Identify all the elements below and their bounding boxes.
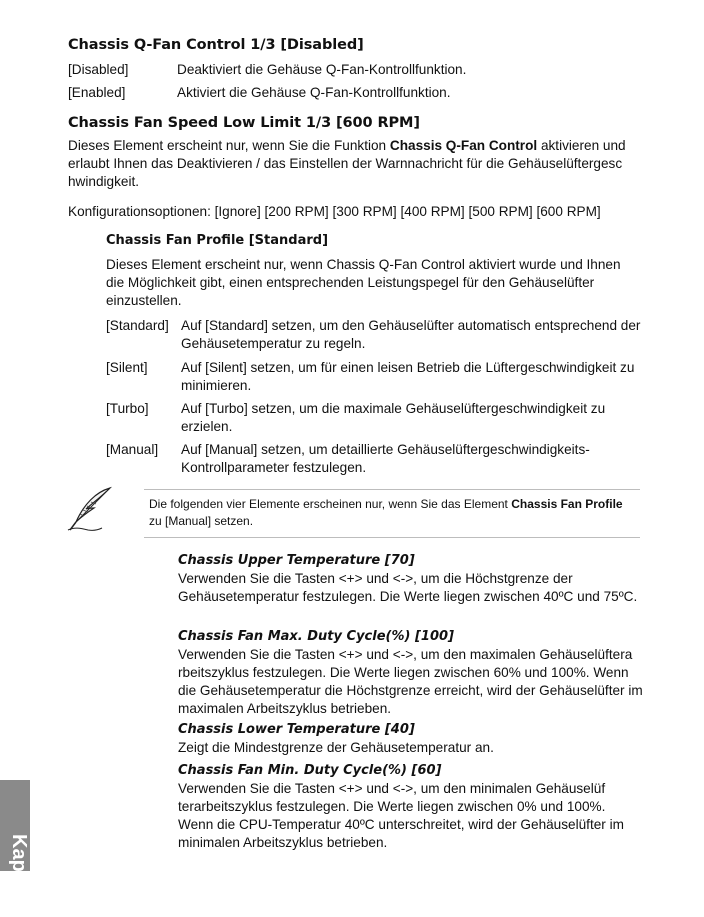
item-desc: Zeigt die Mindestgrenze der Gehäusetemperatur an. <box>178 740 494 755</box>
option-row <box>106 359 646 395</box>
item-title: Chassis Fan Min. Duty Cycle(%) [60] <box>178 763 442 778</box>
note-text-part: zu [Manual] setzen. <box>149 514 254 528</box>
feather-pen-icon <box>66 486 114 534</box>
option-row <box>68 84 668 102</box>
section-title-qfan-control: Chassis Q-Fan Control 1/3 [Disabled] <box>68 37 364 53</box>
option-key: [Standard] <box>106 318 169 333</box>
option-row <box>106 400 646 436</box>
option-key: [Enabled] <box>68 85 126 100</box>
option-desc: Deaktiviert die Gehäuse Q-Fan-Kontrollfunktion. <box>177 62 467 77</box>
note-text <box>149 496 635 530</box>
item-desc: Verwenden Sie die Tasten <+> und <->, um die Höchstgrenze der Gehäusetemperatur festzulegen. Die Werte liegen zwischen 40ºC und 75ºC. <box>178 571 638 604</box>
option-row <box>106 441 646 477</box>
option-desc: Auf [Turbo] setzen, um die maximale Gehäuselüftergeschwindigkeit zu erzielen. <box>181 401 606 434</box>
option-desc: Aktiviert die Gehäuse Q-Fan-Kontrollfunktion. <box>177 85 451 100</box>
option-key: [Manual] <box>106 442 159 457</box>
config-options: Konfigurationsoptionen: [Ignore] [200 RPM] [300 RPM] [400 RPM] [500 RPM] [600 RPM] <box>68 204 601 219</box>
note-bold-text: Chassis Fan Profile <box>511 497 623 511</box>
option-desc: Auf [Manual] setzen, um detaillierte Gehäuselüftergeschwindigkeits-Kontrollparameter festzulegen. <box>181 442 590 475</box>
item-desc: Verwenden Sie die Tasten <+> und <->, um den minimalen Gehäuselüf terarbeitszyklus festzulegen. Die Werte liegen zwischen 0% und 100%. Wenn die CPU-Temperatur 40ºC unterschreitet, wird der Gehäuselüfter im minimalen Arbeitszyklus betrieben. <box>178 781 624 850</box>
section-intro <box>68 137 642 191</box>
section-intro: Dieses Element erscheint nur, wenn Chassis Q-Fan Control aktiviert wurde und Ihnen die Möglichkeit gibt, einen entsprechenden Leistungspegel für den Gehäuselüfter einzustellen. <box>106 257 621 308</box>
item-desc: Verwenden Sie die Tasten <+> und <->, um den maximalen Gehäuselüftera rbeitszyklus festzulegen. Die Werte liegen zwischen 60% und 100%. Wenn die Gehäusetemperatur die Höchstgrenze erreicht, wird der Gehäuselüfter im maximalen Arbeitszyklus betrieben. <box>178 647 643 716</box>
section-title-fan-profile: Chassis Fan Profile [Standard] <box>106 233 329 248</box>
option-desc: Auf [Silent] setzen, um für einen leisen Betrieb die Lüftergeschwindigkeit zu minimieren. <box>181 360 635 393</box>
note-text-part: Die folgenden vier Elemente erscheinen nur, wenn Sie das Element <box>149 497 512 511</box>
item-title: Chassis Lower Temperature [40] <box>178 722 415 737</box>
intro-text: aktivieren und erlaubt Ihnen das Deaktivieren / das Einstellen der Warnnachricht für die Gehäuselüftergesc hwindigkeit. <box>68 138 626 189</box>
option-key: [Turbo] <box>106 401 149 416</box>
note-box <box>144 489 640 538</box>
option-row <box>68 61 668 79</box>
section-title-fan-speed-low-limit: Chassis Fan Speed Low Limit 1/3 [600 RPM] <box>68 115 420 131</box>
chapter-side-tab <box>0 780 30 917</box>
intro-bold-text: Chassis Q-Fan Control <box>389 138 538 153</box>
option-key: [Silent] <box>106 360 148 375</box>
option-key: [Disabled] <box>68 62 129 77</box>
option-desc: Auf [Standard] setzen, um den Gehäuselüfter automatisch entsprechend der Gehäusetemperatur zu regeln. <box>181 318 641 351</box>
chapter-tab-label: Kapitel 2 <box>8 834 30 917</box>
intro-text: Dieses Element erscheint nur, wenn Sie die Funktion <box>68 138 390 153</box>
option-row <box>106 317 646 353</box>
item-title: Chassis Fan Max. Duty Cycle(%) [100] <box>178 629 454 644</box>
item-title: Chassis Upper Temperature [70] <box>178 553 415 568</box>
